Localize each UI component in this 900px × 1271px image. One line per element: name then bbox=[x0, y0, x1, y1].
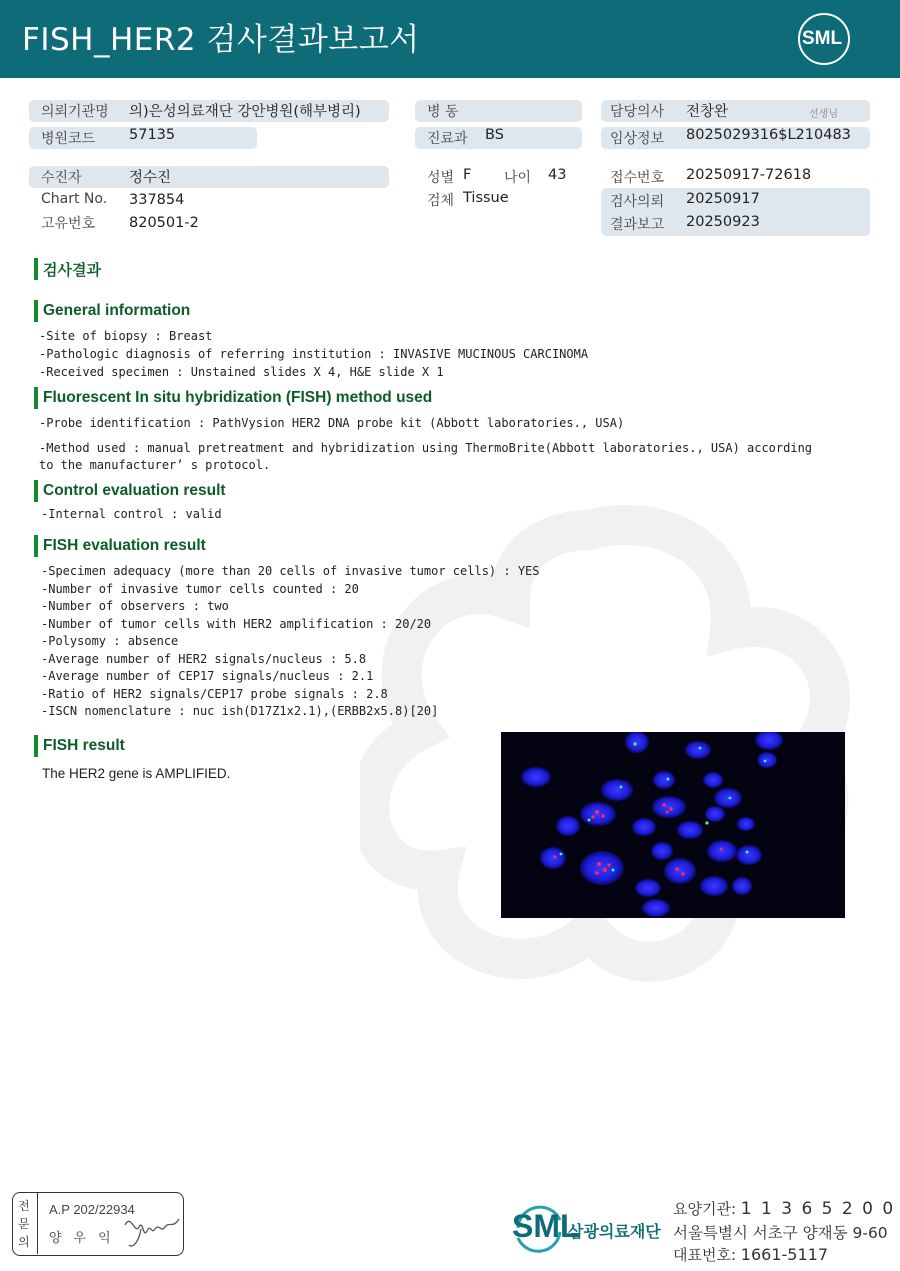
fish-eval-line: -Number of tumor cells with HER2 amplification : 20/20 bbox=[41, 616, 432, 631]
dept-value: BS bbox=[485, 127, 504, 143]
method-line: -Method used : manual pretreatment and hybridization using ThermoBrite(Abbott laboratories., USA) according bbox=[39, 441, 813, 455]
report-title: FISH_HER2 검사결과보고서 bbox=[22, 22, 420, 58]
stamp-char: 전 bbox=[18, 1199, 30, 1213]
patient-row bbox=[29, 166, 389, 188]
doctor-value: 전창완 bbox=[686, 104, 729, 120]
specimen-label: 검체 bbox=[427, 193, 455, 209]
fish-result-marker bbox=[34, 735, 38, 757]
signature-icon bbox=[121, 1205, 183, 1251]
fish-eval-line: -Average number of HER2 signals/nucleus : 5.8 bbox=[41, 651, 367, 666]
stamp-ap-number: A.P 202/22934 bbox=[49, 1202, 135, 1217]
receipt-value: 20250917-72618 bbox=[686, 167, 812, 183]
sex-label: 성별 bbox=[427, 170, 455, 186]
hospital-code-value: 57135 bbox=[129, 127, 176, 143]
fish-eval-line: -ISCN nomenclature : nuc ish(D17Z1x2.1),(ERBB2x5.8)[20] bbox=[41, 704, 439, 718]
institution-value: 의)은성의료재단 강안병원(해부병리) bbox=[129, 104, 361, 120]
control-marker bbox=[34, 480, 38, 502]
report-header bbox=[0, 0, 900, 78]
chart-value: 337854 bbox=[129, 192, 185, 208]
fish-eval-line: -Number of invasive tumor cells counted : 20 bbox=[41, 581, 359, 596]
footer-phone-line bbox=[673, 1244, 828, 1265]
method-marker bbox=[34, 387, 38, 409]
patient-value: 정수진 bbox=[129, 170, 172, 186]
request-label: 검사의뢰 bbox=[610, 194, 665, 210]
sex-value: F bbox=[463, 167, 472, 183]
clinical-value: 8025029316$L210483 bbox=[686, 127, 851, 143]
method-line: to the manufacturer’ s protocol. bbox=[39, 458, 271, 472]
doctor-label: 담당의사 bbox=[610, 104, 665, 120]
footer-logo-text: SML bbox=[512, 1208, 580, 1244]
fish-eval-line: -Polysomy : absence bbox=[41, 634, 179, 648]
general-line: -Pathologic diagnosis of referring institution : INVASIVE MUCINOUS CARCINOMA bbox=[39, 347, 589, 361]
footer-address: 서울특별시 서초구 양재동 9-60 bbox=[673, 1224, 888, 1242]
footer-provider-label: 요양기관: bbox=[673, 1200, 737, 1218]
doctor-suffix: 선생님 bbox=[809, 109, 838, 120]
institution-label: 의뢰기관명 bbox=[41, 104, 109, 120]
age-value: 43 bbox=[548, 167, 567, 183]
fish-result-text: The HER2 gene is AMPLIFIED. bbox=[42, 766, 231, 781]
unique-label: 고유번호 bbox=[41, 216, 96, 232]
general-line: -Received specimen : Unstained slides X 4, H&E slide X 1 bbox=[39, 365, 444, 379]
report-value: 20250923 bbox=[686, 214, 760, 230]
pathologist-stamp bbox=[12, 1192, 184, 1256]
age-label: 나이 bbox=[504, 170, 532, 186]
general-marker bbox=[34, 300, 38, 322]
fish-eval-title: FISH evaluation result bbox=[43, 537, 206, 554]
results-title: 검사결과 bbox=[43, 262, 101, 279]
method-title: Fluorescent In situ hybridization (FISH) method used bbox=[43, 389, 433, 406]
control-title: Control evaluation result bbox=[43, 482, 226, 499]
general-line: -Site of biopsy : Breast bbox=[39, 329, 213, 343]
unique-value: 820501-2 bbox=[129, 215, 199, 231]
sml-logo-text: SML bbox=[802, 28, 843, 49]
stamp-pathologist-name: 양우익 bbox=[49, 1231, 123, 1246]
stamp-char: 문 bbox=[18, 1217, 30, 1231]
fish-eval-line: -Ratio of HER2 signals/CEP17 probe signals : 2.8 bbox=[41, 686, 388, 701]
stamp-vertical-label bbox=[13, 1193, 38, 1254]
patient-label: 수진자 bbox=[41, 170, 82, 186]
hospital-code-label: 병원코드 bbox=[41, 131, 96, 147]
report-label: 결과보고 bbox=[610, 217, 665, 233]
footer-phone-value: 1661-5117 bbox=[740, 1245, 829, 1264]
dept-label: 진료과 bbox=[427, 131, 468, 147]
footer-phone-label: 대표번호: bbox=[673, 1246, 737, 1264]
control-line: -Internal control : valid bbox=[41, 507, 222, 521]
clinical-label: 임상정보 bbox=[610, 131, 665, 147]
fish-eval-line: -Average number of CEP17 signals/nucleus : 2.1 bbox=[41, 669, 374, 683]
stamp-char: 의 bbox=[18, 1235, 30, 1249]
ward-label: 병 동 bbox=[427, 104, 459, 120]
receipt-label: 접수번호 bbox=[610, 170, 665, 186]
fish-eval-line: -Specimen adequacy (more than 20 cells of invasive tumor cells) : YES bbox=[41, 564, 540, 578]
fish-eval-marker bbox=[34, 535, 38, 557]
specimen-value: Tissue bbox=[463, 190, 509, 206]
fish-microscopy-image bbox=[501, 732, 845, 918]
fish-result-title: FISH result bbox=[43, 737, 125, 754]
fish-eval-line: -Number of observers : two bbox=[41, 599, 229, 613]
footer-org-name: 삼광의료재단 bbox=[568, 1222, 661, 1241]
chart-label: Chart No. bbox=[41, 191, 108, 207]
request-value: 20250917 bbox=[686, 191, 760, 207]
general-title: General information bbox=[43, 302, 191, 319]
footer-provider-value: 1 1 3 6 5 2 0 0 bbox=[740, 1199, 896, 1219]
results-marker bbox=[34, 258, 38, 280]
method-line: -Probe identification : PathVysion HER2 DNA probe kit (Abbott laboratories., USA) bbox=[39, 416, 625, 430]
footer-provider-line bbox=[673, 1198, 895, 1219]
